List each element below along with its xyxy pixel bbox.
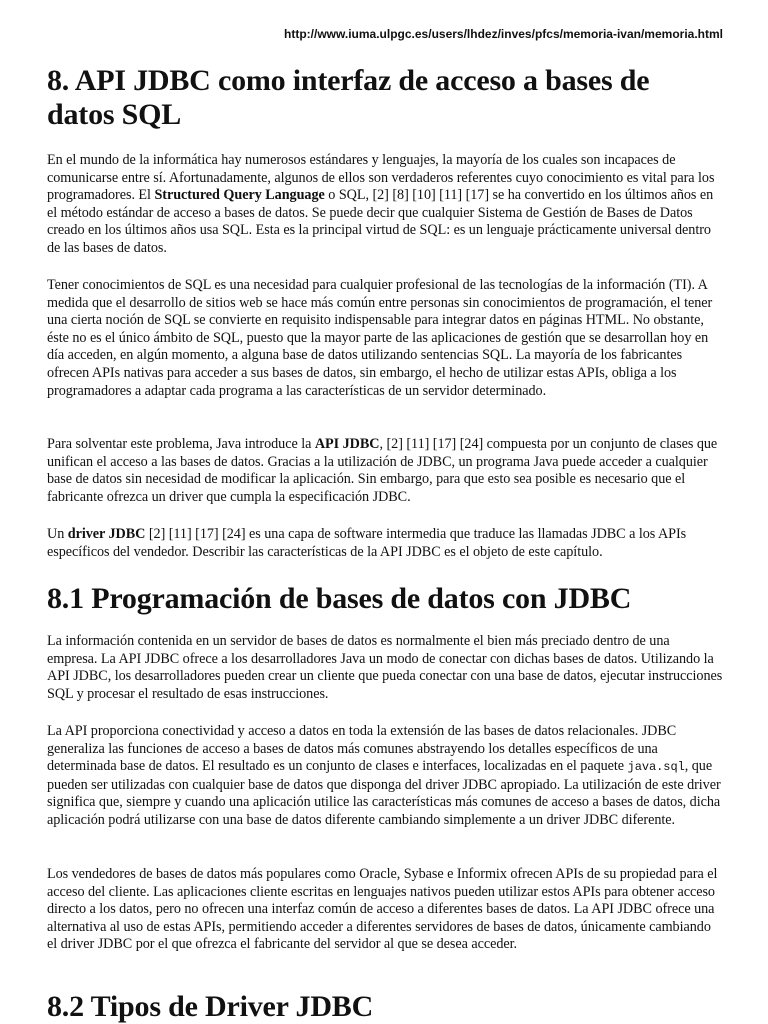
bold-term-driver-jdbc: driver JDBC	[67, 526, 146, 542]
section-8-1-paragraph-1: La información contenida en un servidor de bases de datos es normalmente el bien más preciado dentro de una empresa. La API JDBC ofrece a los desarrolladores Java un modo de conectar con dichas bases de datos. Utilizando la API JDBC, los desarrolladores pueden crear un cliente que pueda conectar con una base de datos, ejecutar instrucciones SQL y procesar el resultado de esas instrucciones.	[47, 633, 723, 702]
section-8-1-paragraph-2	[47, 723, 723, 830]
text-span: [2] [11] [17] [24] es una capa de software intermedia que traduce las llamadas JDBC a los APIs específicos del vendedor. Describir las características de la API JDBC es el objeto de este capítulo.	[47, 526, 687, 560]
text-span: La API proporciona conectividad y acceso a datos en toda la extensión de las bases de datos relacionales. JDBC generaliza las funciones de acceso a bases de datos más comunes abstrayendo los detalles específicos de una determinada base de datos. El resultado es un conjunto de clases e interfaces, localizadas en el paquete	[47, 723, 677, 775]
text-span: Un	[47, 526, 68, 542]
section-8-1-paragraph-3: Los vendedores de bases de datos más populares como Oracle, Sybase e Informix ofrecen APIs de su propiedad para el acceso del cliente. Las aplicaciones cliente escritas en lenguajes nativos pueden utilizar estos APIs para obtener acceso directo a los datos, pero no ofrecen una interfaz común de acceso a diferentes bases de datos. La API JDBC ofrece una alternativa al uso de estas APIs, permitiendo acceder a diferentes servidores de bases de datos, únicamente cambiando el driver JDBC por el que ofrezca el fabricante del servidor al que se desea acceder.	[47, 866, 718, 953]
intro-paragraph-3	[47, 436, 723, 506]
intro-paragraph-2: Tener conocimientos de SQL es una necesidad para cualquier profesional de las tecnologías de la información (TI). A medida que el desarrollo de sitios web se hace más común entre personas sin conocimientos de programación, el tener una cierta noción de SQL se convierte en requisito indispensable para integrar datos en páginas HTML. No obstante, éste no es el único ámbito de SQL, puesto que la mayor parte de las aplicaciones de gestión que se desarrollan hoy en día acceden, en algún momento, a alguna base de datos utilizando sentencias SQL. La mayoría de los fabricantes ofrecen APIs nativas para acceder a sus bases de datos, sin embargo, el hecho de utilizar estas APIs, obliga a los programadores a adaptar cada programa a las características de un servidor determinado.	[47, 277, 713, 399]
text-span: En el mundo de la informática hay numerosos estándares y lenguajes, la mayoría de los cuales son incapaces de comunicarse entre sí. Afortunadamente, algunos de ellos son verdaderos referentes cuyo conocimiento es vital para los programadores. El	[47, 152, 715, 204]
bold-term-api-jdbc: API JDBC	[314, 436, 380, 452]
text-span: , [2] [11] [17] [24] compuesta por un conjunto de clases que unifican el acceso a las bases de datos. Gracias a la utilización de JDBC, un programa Java puede acceder a cualquier base de datos sin necesidad de modificar la aplicación. Sin embargo, para que esto sea posible es necesario que el fabricante ofrezca un driver que cumpla la especificación JDBC.	[47, 436, 718, 505]
intro-paragraph-1	[47, 152, 723, 258]
text-span: o SQL, [2] [8] [10] [11] [17] se ha convertido en los últimos años en el método estándar de acceso a bases de datos. Se puede decir que cualquier Sistema de Gestión de Bases de Datos creado en los últimos años usa SQL. Esta es la principal virtud de SQL: es un lenguaje prácticamente universal dentro de las bases de datos.	[47, 187, 714, 256]
page-url-header: http://www.iuma.ulpgc.es/users/lhdez/inves/pfcs/memoria-ivan/memoria.html	[284, 27, 723, 41]
text-span: Para solventar este problema, Java introduce la	[47, 436, 315, 452]
section-8-2-heading: 8.2 Tipos de Driver JDBC	[47, 990, 374, 1023]
text-span: , que pueden ser utilizadas con cualquier base de datos que disponga del driver JDBC apropiado. La utilización de este driver significa que, siempre y cuando una aplicación utilice las características más comunes de acceso a bases de datos, dicha aplicación podrá utilizarse con una base de datos diferente cambiando simplemente a un driver JDBC diferente.	[47, 758, 721, 828]
section-8-1-heading: 8.1 Programación de bases de datos con JDBC	[47, 582, 632, 615]
code-java-sql: java.sql	[627, 760, 685, 775]
chapter-title: 8. API JDBC como interfaz de acceso a bases de datos SQL	[47, 64, 650, 131]
intro-paragraph-4	[47, 526, 723, 561]
bold-term-sql: Structured Query Language	[154, 187, 325, 204]
